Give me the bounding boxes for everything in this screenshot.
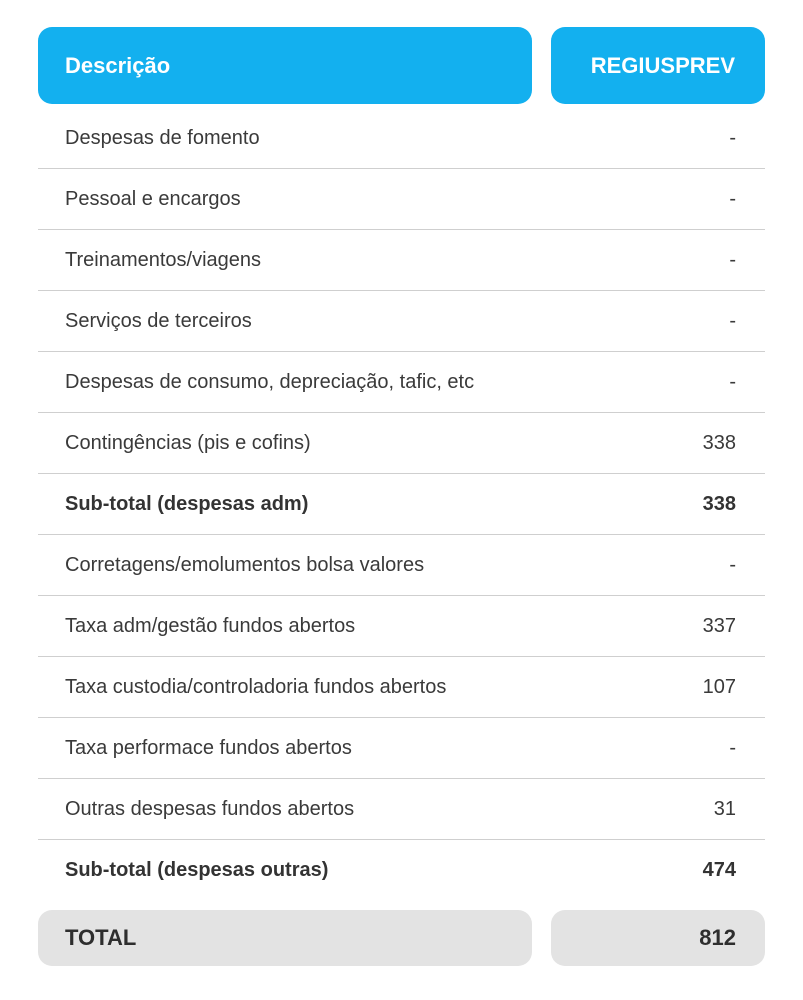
row-label: Corretagens/emolumentos bolsa valores [65, 553, 425, 576]
row-value: - [729, 370, 736, 393]
table-row [38, 352, 765, 413]
total-label-cell [38, 910, 532, 966]
header-regiusprev [551, 27, 765, 104]
row-value: 338 [702, 431, 736, 454]
header-regiusprev-label: REGIUSPREV [590, 52, 735, 78]
row-value: 107 [702, 675, 736, 698]
row-label: Despesas de fomento [65, 126, 260, 149]
total-value-cell [551, 910, 765, 966]
table-row [38, 779, 765, 840]
row-value: 31 [713, 797, 736, 820]
row-value: - [729, 248, 736, 271]
row-label: Sub-total (despesas adm) [65, 492, 309, 515]
table-row [38, 230, 765, 291]
table-row [38, 657, 765, 718]
expense-table-body [38, 108, 765, 901]
row-label: Pessoal e encargos [65, 187, 241, 210]
row-label: Taxa performace fundos abertos [65, 736, 352, 759]
row-value: - [729, 126, 736, 149]
table-row [38, 108, 765, 169]
table-row [38, 413, 765, 474]
total-label: TOTAL [65, 925, 137, 950]
row-label: Serviços de terceiros [65, 309, 252, 332]
table-row [38, 291, 765, 352]
row-label: Sub-total (despesas outras) [65, 859, 329, 881]
row-value: - [729, 187, 736, 210]
row-label: Despesas de consumo, depreciação, tafic, etc [65, 370, 475, 393]
row-value: 474 [702, 859, 736, 881]
row-label: Outras despesas fundos abertos [65, 797, 355, 820]
row-value: 338 [702, 492, 736, 515]
table-row [38, 535, 765, 596]
table-row [38, 596, 765, 657]
row-value: - [729, 736, 736, 759]
row-label: Treinamentos/viagens [65, 248, 262, 271]
row-value: 337 [702, 614, 736, 637]
table-row [38, 718, 765, 779]
header-description-label: Descrição [65, 52, 171, 78]
row-label: Taxa custodia/controladoria fundos abertos [65, 675, 447, 698]
subtotal-row-adm [38, 474, 765, 535]
table-row [38, 169, 765, 230]
total-value: 812 [699, 925, 736, 950]
row-label: Taxa adm/gestão fundos abertos [65, 614, 356, 637]
row-value: - [729, 309, 736, 332]
subtotal-row-outras [38, 840, 765, 901]
row-label: Contingências (pis e cofins) [65, 431, 311, 454]
header-description [38, 27, 532, 104]
row-value: - [729, 553, 736, 576]
